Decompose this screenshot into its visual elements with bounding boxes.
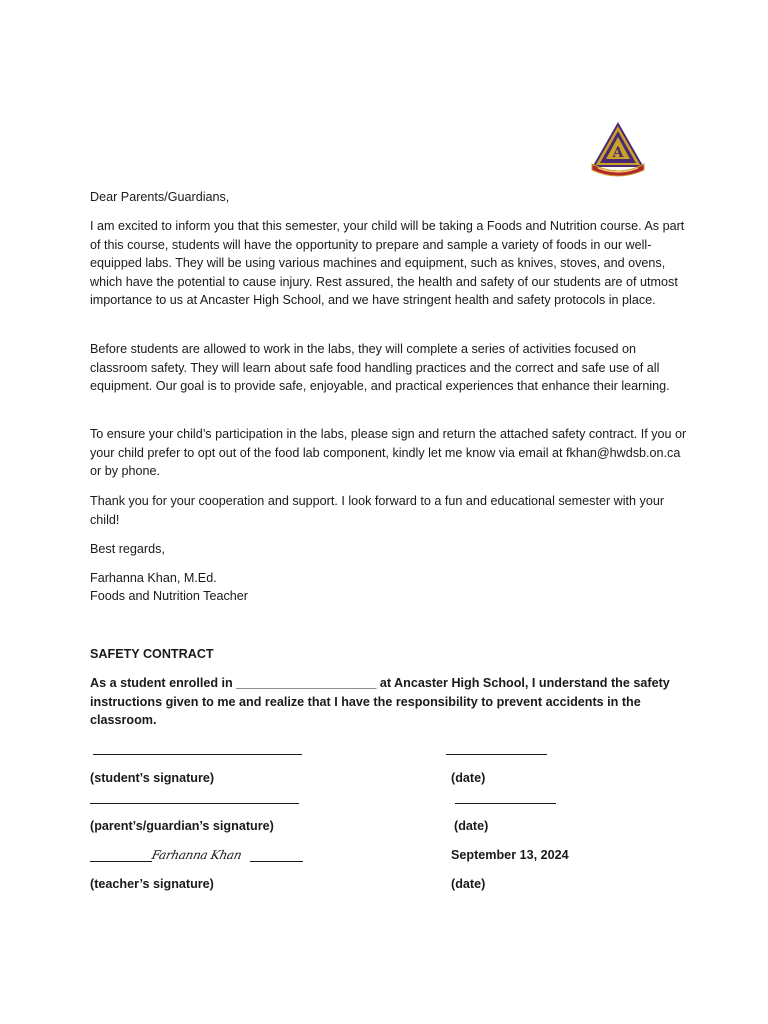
student-signature-label: (student’s signature) <box>90 771 215 785</box>
paragraph-contract-request: To ensure your child’s participation in the labs, please sign and return the attached safety contract. If you or your child prefer to opt out of the food lab component, kindly let me know via email at fkhan@hwdsb.on.ca or by phone. <box>90 427 687 479</box>
school-crest-logo <box>588 122 648 178</box>
closing: Best regards, <box>90 542 165 556</box>
paragraph-course-intro: I am excited to inform you that this semester, your child will be taking a Foods and Nutrition course. As part of this course, students will have the opportunity to prepare and sample a variety of foods in our well-equipped labs. They will be using various machines and equipment, such as knives, stoves, and ovens, which have the potential to cause injury. Rest assured, the health and safety of our students are of utmost importance to us at Ancaster High School, and we have stringent health and safety protocols in place. <box>90 219 685 308</box>
paragraph-thanks: Thank you for your cooperation and support. I look forward to a fun and educational semester with your child! <box>90 494 665 527</box>
student-signature-line[interactable] <box>93 754 302 755</box>
signer-title: Foods and Nutrition Teacher <box>90 589 248 603</box>
teacher-signature-line <box>90 846 310 864</box>
svg-text:A: A <box>612 145 624 161</box>
student-date-line[interactable] <box>446 754 547 755</box>
salutation: Dear Parents/Guardians, <box>90 190 230 204</box>
student-date-label: (date) <box>451 771 486 785</box>
sig-line-right <box>250 861 303 862</box>
contract-heading: SAFETY CONTRACT <box>90 647 214 661</box>
signer-name: Farhanna Khan, M.Ed. <box>90 571 217 585</box>
contract-statement: As a student enrolled in ____________________ at Ancaster High School, I understand the safety instructions given to me and realize that I have the responsibility to prevent accidents in the classroom. <box>90 676 670 728</box>
parent-date-label: (date) <box>454 819 489 833</box>
teacher-date-label: (date) <box>451 877 486 891</box>
teacher-date: September 13, 2024 <box>451 848 569 862</box>
teacher-signature: Farhanna Khan <box>150 848 243 862</box>
teacher-signature-label: (teacher’s signature) <box>90 877 214 891</box>
parent-signature-line[interactable] <box>90 803 299 804</box>
sig-line-left <box>90 861 152 862</box>
parent-signature-label: (parent’s/guardian’s signature) <box>90 819 274 833</box>
paragraph-safety-activities: Before students are allowed to work in the labs, they will complete a series of activities focused on classroom safety. They will learn about safe food handling practices and the correct and safe use of all equipment. Our goal is to provide safe, enjoyable, and practical experiences that enhance their learning. <box>90 342 670 394</box>
parent-date-line[interactable] <box>455 803 556 804</box>
